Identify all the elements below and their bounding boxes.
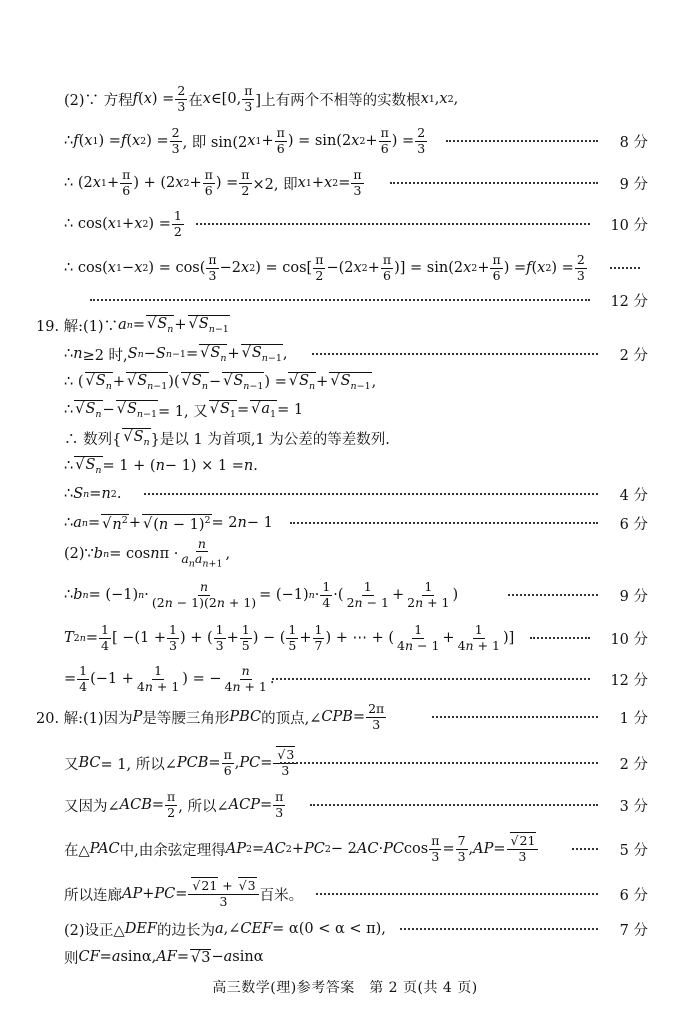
score-mark: 12 分: [610, 672, 648, 689]
dot-leader: [196, 223, 590, 225]
dot-leader: [572, 848, 598, 850]
dot-leader: [310, 804, 598, 806]
score-mark: 7 分: [619, 922, 648, 939]
line-text: ∴ √ $S_n$ − √ $S_{n-1}$ = 1, 又 √ $S_1$ = √ $a_1$ = 1: [64, 390, 303, 430]
solution-line: [0, 204, 690, 244]
score-mark: 9 分: [619, 588, 648, 605]
line-text: = $\frac{1}{4}$ (−1 + $\frac{1}{4n + 1}$ ) = − $\frac{n}{4n + 1}$ .: [64, 663, 275, 694]
score-mark: 2 分: [619, 347, 648, 364]
line-text: 又 BC = 1, 所以∠ PCB = $\frac{\pi}{6}$ , PC = √ $\frac{3}{3}$: [64, 743, 298, 783]
solution-line: [0, 785, 690, 825]
line-text: ∴ ( √ $S_n$ + √ $S_{n-1}$ )( √ $S_n$ − √ $S_{n-1}$ ) = √ $S_n$ + √ $S_{n-1}$ ,: [64, 362, 376, 402]
score-mark: 4 分: [619, 487, 648, 504]
solution-line: [0, 79, 690, 119]
solution-line: [0, 534, 690, 574]
line-text: 在△ PAC 中,由余弦定理得 AP 2 = AC 2 + PC 2 − 2 AC · PC cos $\frac{\pi}{3}$ = $\frac{7}{3}$ , AP = √ $\frac{21}{3}$: [64, 829, 539, 869]
line-text: ∴ √ $S_n$ = 1 + ( n − 1) × 1 = n .: [64, 446, 258, 486]
solution-line: [0, 874, 690, 914]
score-mark: 6 分: [619, 516, 648, 533]
score-mark: 5 分: [619, 842, 648, 859]
dot-leader: [312, 353, 598, 355]
dot-leader: [400, 928, 598, 930]
score-mark: 10 分: [610, 631, 648, 648]
dot-leader: [390, 182, 598, 184]
line-text: ∴ a n = √ $n^2$ + √ $(n - 1)^2$ = 2 n − 1: [64, 503, 273, 543]
line-text: ∴ cos( x 1 + x 2 ) = $\frac{1}{2}$: [64, 208, 182, 239]
line-text: ∴ (2 x 1 + $\frac{\pi}{6}$ ) + (2 x 2 + $\frac{\pi}{6}$ ) = $\frac{\pi}{2}$ ×2, 即 x 1 + x 2 = $\frac{\pi}{3}$: [64, 167, 362, 198]
dot-leader: [508, 594, 598, 596]
dot-leader: [446, 140, 598, 142]
line-text: 所以连廊 AP + PC = √ $\frac{21 + √ 3}{3}$ 百米。: [64, 874, 303, 914]
page-footer: 高三数学(理)参考答案 第 2 页(共 4 页): [212, 980, 478, 996]
dot-leader: [316, 893, 598, 895]
line-text: 又因为∠ ACB = $\frac{\pi}{2}$ , 所以∠ ACP = $\frac{\pi}{3}$: [64, 789, 284, 820]
line-text: 则 CF = a sinα, AF = √ 3 − a sinα: [64, 937, 264, 977]
score-mark: 12 分: [610, 293, 648, 310]
solution-line: [0, 829, 690, 869]
line-text: ∴ n ≥2 时, S n − S n−1 = √ $S_n$ + √ $S_{n-1}$ ,: [64, 334, 288, 374]
solution-line: [0, 937, 690, 977]
score-mark: 6 分: [619, 887, 648, 904]
line-text: ∴ cos( x 1 − x 2 ) = cos( $\frac{\pi}{3}$ −2 x 2 ) = cos[ $\frac{\pi}{2}$ −(2 x 2 + $\frac{\pi}{6}$ )] = sin(2 x 2 + $\frac{\pi}{6}$ ) = f ( x 2 ) = $\frac{2}{3}$: [64, 252, 585, 283]
line-text: 19. 解:(1)∵ a n = √ $S_n$ + √ $S_{n-1}$: [36, 305, 230, 345]
dot-leader: [280, 762, 598, 764]
dot-leader: [432, 716, 598, 718]
score-mark: 8 分: [619, 134, 648, 151]
solution-line: [0, 121, 690, 161]
score-mark: 3 分: [619, 798, 648, 815]
dot-leader: [272, 678, 590, 680]
line-text: (2)∵ b n = cos n π · $\frac{n}{a_na_{n+1}}$ ,: [64, 536, 231, 570]
line-text: 20. 解:(1)因为 P 是等腰三角形 PBC 的顶点,∠ CPB = $\frac{2\pi}{3}$: [36, 701, 385, 732]
score-mark: 10 分: [610, 217, 648, 234]
dot-leader: [610, 267, 640, 269]
solution-line: [0, 163, 690, 203]
dot-leader: [530, 637, 590, 639]
solution-line: [0, 743, 690, 783]
dot-leader: [90, 299, 590, 301]
line-text: (2)∵ 方程 f ( x ) = $\frac{2}{3}$ 在 x ∈[0, $\frac{\pi}{3}$ ]上有两个不相等的实数根 x 1 , x 2 ,: [64, 83, 459, 114]
score-mark: 2 分: [619, 756, 648, 773]
line-text: ∴ 数列{ √ $S_n$ }是以 1 为首项,1 为公差的等差数列.: [64, 418, 390, 458]
line-text: T 2n = $\frac{1}{4}$ [ −(1 + $\frac{1}{3}$ ) + ( $\frac{1}{3}$ + $\frac{1}{5}$ ) − ( $\frac{1}{5}$ + $\frac{1}{7}$ ) + ⋯ + ( $\frac{1}{4n - 1}$ + $\frac{1}{4n + 1}$ )]: [64, 622, 515, 653]
line-text: ∴ f ( x 1 ) = f ( x 2 ) = $\frac{2}{3}$ , 即 sin(2 x 1 + $\frac{\pi}{6}$ ) = sin(2 x 2 + $\frac{\pi}{6}$ ) = $\frac{2}{3}$: [64, 125, 426, 156]
solution-line: [0, 659, 690, 699]
dot-leader: [144, 493, 598, 495]
score-mark: 1 分: [619, 710, 648, 727]
solution-line: [0, 697, 690, 737]
line-text: ∴ S n = n 2 .: [64, 486, 122, 502]
line-text: (2)设正△ DEF 的边长为 a ,∠ CEF = α(0 < α < π),: [64, 921, 386, 939]
solution-line: [0, 618, 690, 658]
dot-leader: [290, 522, 598, 524]
solution-line: [0, 575, 690, 615]
score-mark: 9 分: [619, 176, 648, 193]
line-text: ∴ b n = (−1) n · $\frac{n}{(2n - 1)(2n + 1)}$ = (−1) n · $\frac{1}{4}$ ·( $\frac{1}{2n - 1}$ + $\frac{1}{2n + 1}$ ): [64, 579, 459, 610]
